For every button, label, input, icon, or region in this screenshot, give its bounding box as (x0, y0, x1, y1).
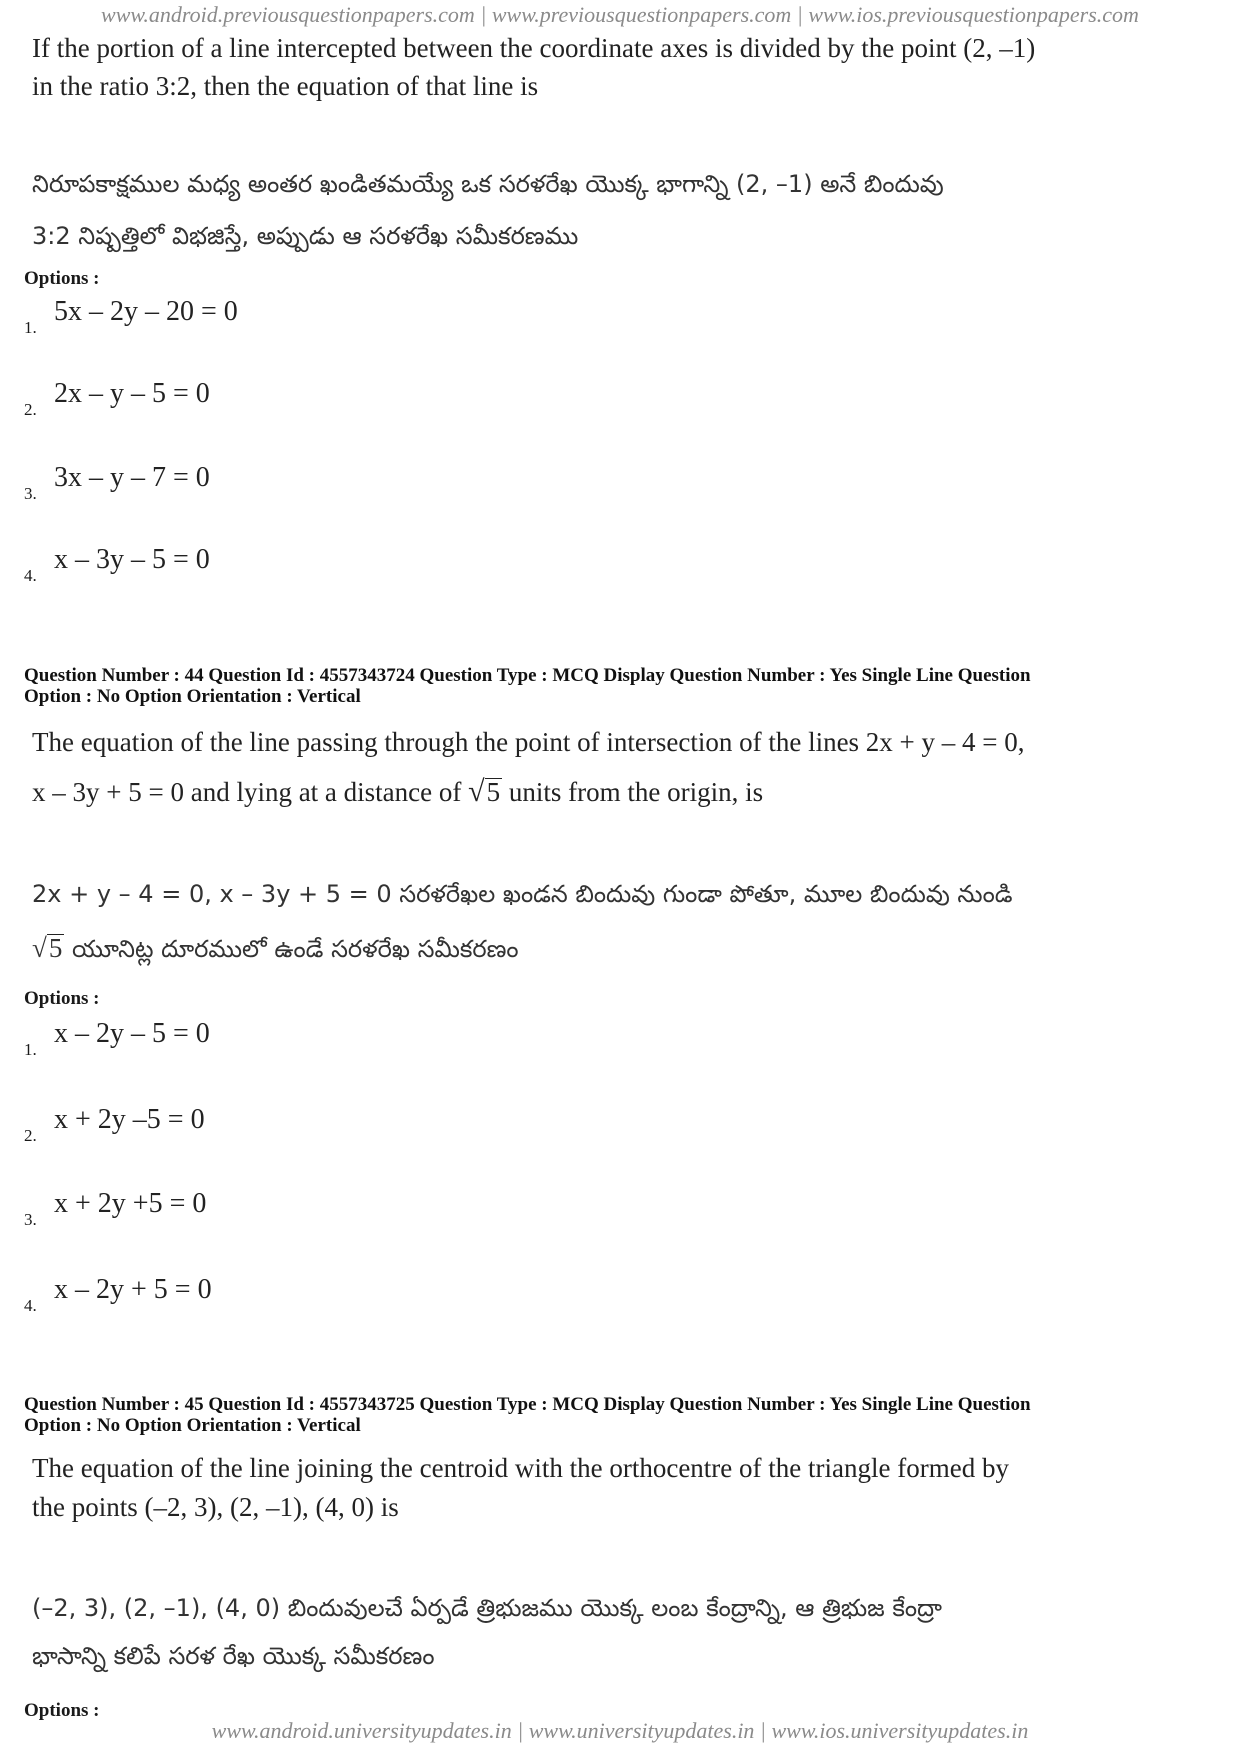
q44-text-te-line1: 2x + y – 4 = 0, x – 3y + 5 = 0 సరళరేఖల ఖండన బిందువు గుండా పోతూ, మూల బిందువు నుండి (32, 880, 1013, 908)
q43-text-te-line1: నిరూపకాక్షముల మధ్య అంతర ఖండితమయ్యే ఒక సరళరేఖ యొక్క భాగాన్ని (2, –1) అనే బిందువు (32, 170, 944, 198)
option-equation: x + 2y +5 = 0 (54, 1188, 207, 1219)
watermark-bottom: www.android.universityupdates.in | www.universityupdates.in | www.ios.universityupdates.in (211, 1718, 1029, 1743)
q45-meta-line2: Option : No Option Orientation : Vertical (24, 1415, 361, 1436)
sqrt-value: 5 (486, 777, 501, 807)
q45-text-te-line2: భాసాన్ని కలిపే సరళ రేఖ యొక్క సమీకరణం (32, 1642, 435, 1670)
q44-text-en-line2-b: units from the origin, is (508, 777, 764, 807)
q44-text-en-line1: The equation of the line passing through the point of intersection of the lines 2x + y – 4 = 0, (32, 727, 1025, 757)
option-equation: x – 3y – 5 = 0 (54, 544, 210, 575)
option-number: 4. (24, 566, 37, 585)
sqrt-sign: √ (32, 933, 47, 963)
option-equation: x + 2y –5 = 0 (54, 1104, 205, 1135)
q43-options-label: Options : (24, 268, 100, 289)
q44-text-te-line2 (32, 922, 519, 975)
q45-text-en-line2: the points (–2, 3), (2, –1), (4, 0) is (32, 1492, 399, 1522)
q45-options-label: Options : (24, 1700, 100, 1721)
option-number: 1. (24, 1040, 37, 1059)
option-equation: 3x – y – 7 = 0 (54, 462, 210, 493)
watermark-top: www.android.previousquestionpapers.com | www.previousquestionpapers.com | www.ios.previousquestionpapers.com (101, 2, 1139, 27)
option-number: 3. (24, 1210, 37, 1229)
option-number: 4. (24, 1296, 37, 1315)
option-number: 1. (24, 318, 37, 337)
q44-text-en-line2 (32, 772, 763, 812)
q43-text-te-line2: 3:2 నిష్పత్తిలో విభజిస్తే, అప్పుడు ఆ సరళరేఖ సమీకరణము (32, 222, 579, 250)
q43-text-en-line1: If the portion of a line intercepted between the coordinate axes is divided by the point (2, –1) (32, 33, 1036, 63)
option-equation: x – 2y – 5 = 0 (54, 1018, 210, 1049)
q44-text-en-line2-a: x – 3y + 5 = 0 and lying at a distance of (32, 777, 462, 807)
q44-options-label: Options : (24, 988, 100, 1009)
option-equation: 2x – y – 5 = 0 (54, 378, 210, 409)
q44-meta-line2: Option : No Option Orientation : Vertical (24, 686, 361, 707)
option-equation: x – 2y + 5 = 0 (54, 1274, 212, 1305)
q45-text-en-line1: The equation of the line joining the centroid with the orthocentre of the triangle formed by (32, 1453, 1009, 1483)
q43-text-en-line2: in the ratio 3:2, then the equation of that line is (32, 71, 539, 101)
option-number: 2. (24, 1126, 37, 1145)
option-equation: 5x – 2y – 20 = 0 (54, 296, 238, 327)
option-number: 2. (24, 400, 37, 419)
q44-meta-line1: Question Number : 44 Question Id : 4557343724 Question Type : MCQ Display Question Number : Yes Single Line Question (24, 665, 1031, 686)
q44-text-te-line2-text: యూనిట్ల దూరములో ఉండే సరళరేఖ సమీకరణం (71, 935, 519, 963)
option-number: 3. (24, 484, 37, 503)
sqrt-value: 5 (48, 933, 63, 963)
sqrt-sign: √ (468, 775, 485, 808)
q45-text-te-line1: (–2, 3), (2, –1), (4, 0) బిందువులచే ఏర్పడే త్రిభుజము యొక్క లంబ కేంద్రాన్ని, ఆ త్రిభుజ కేంద్రా (32, 1594, 942, 1622)
q45-meta-line1: Question Number : 45 Question Id : 4557343725 Question Type : MCQ Display Question Number : Yes Single Line Question (24, 1394, 1031, 1415)
